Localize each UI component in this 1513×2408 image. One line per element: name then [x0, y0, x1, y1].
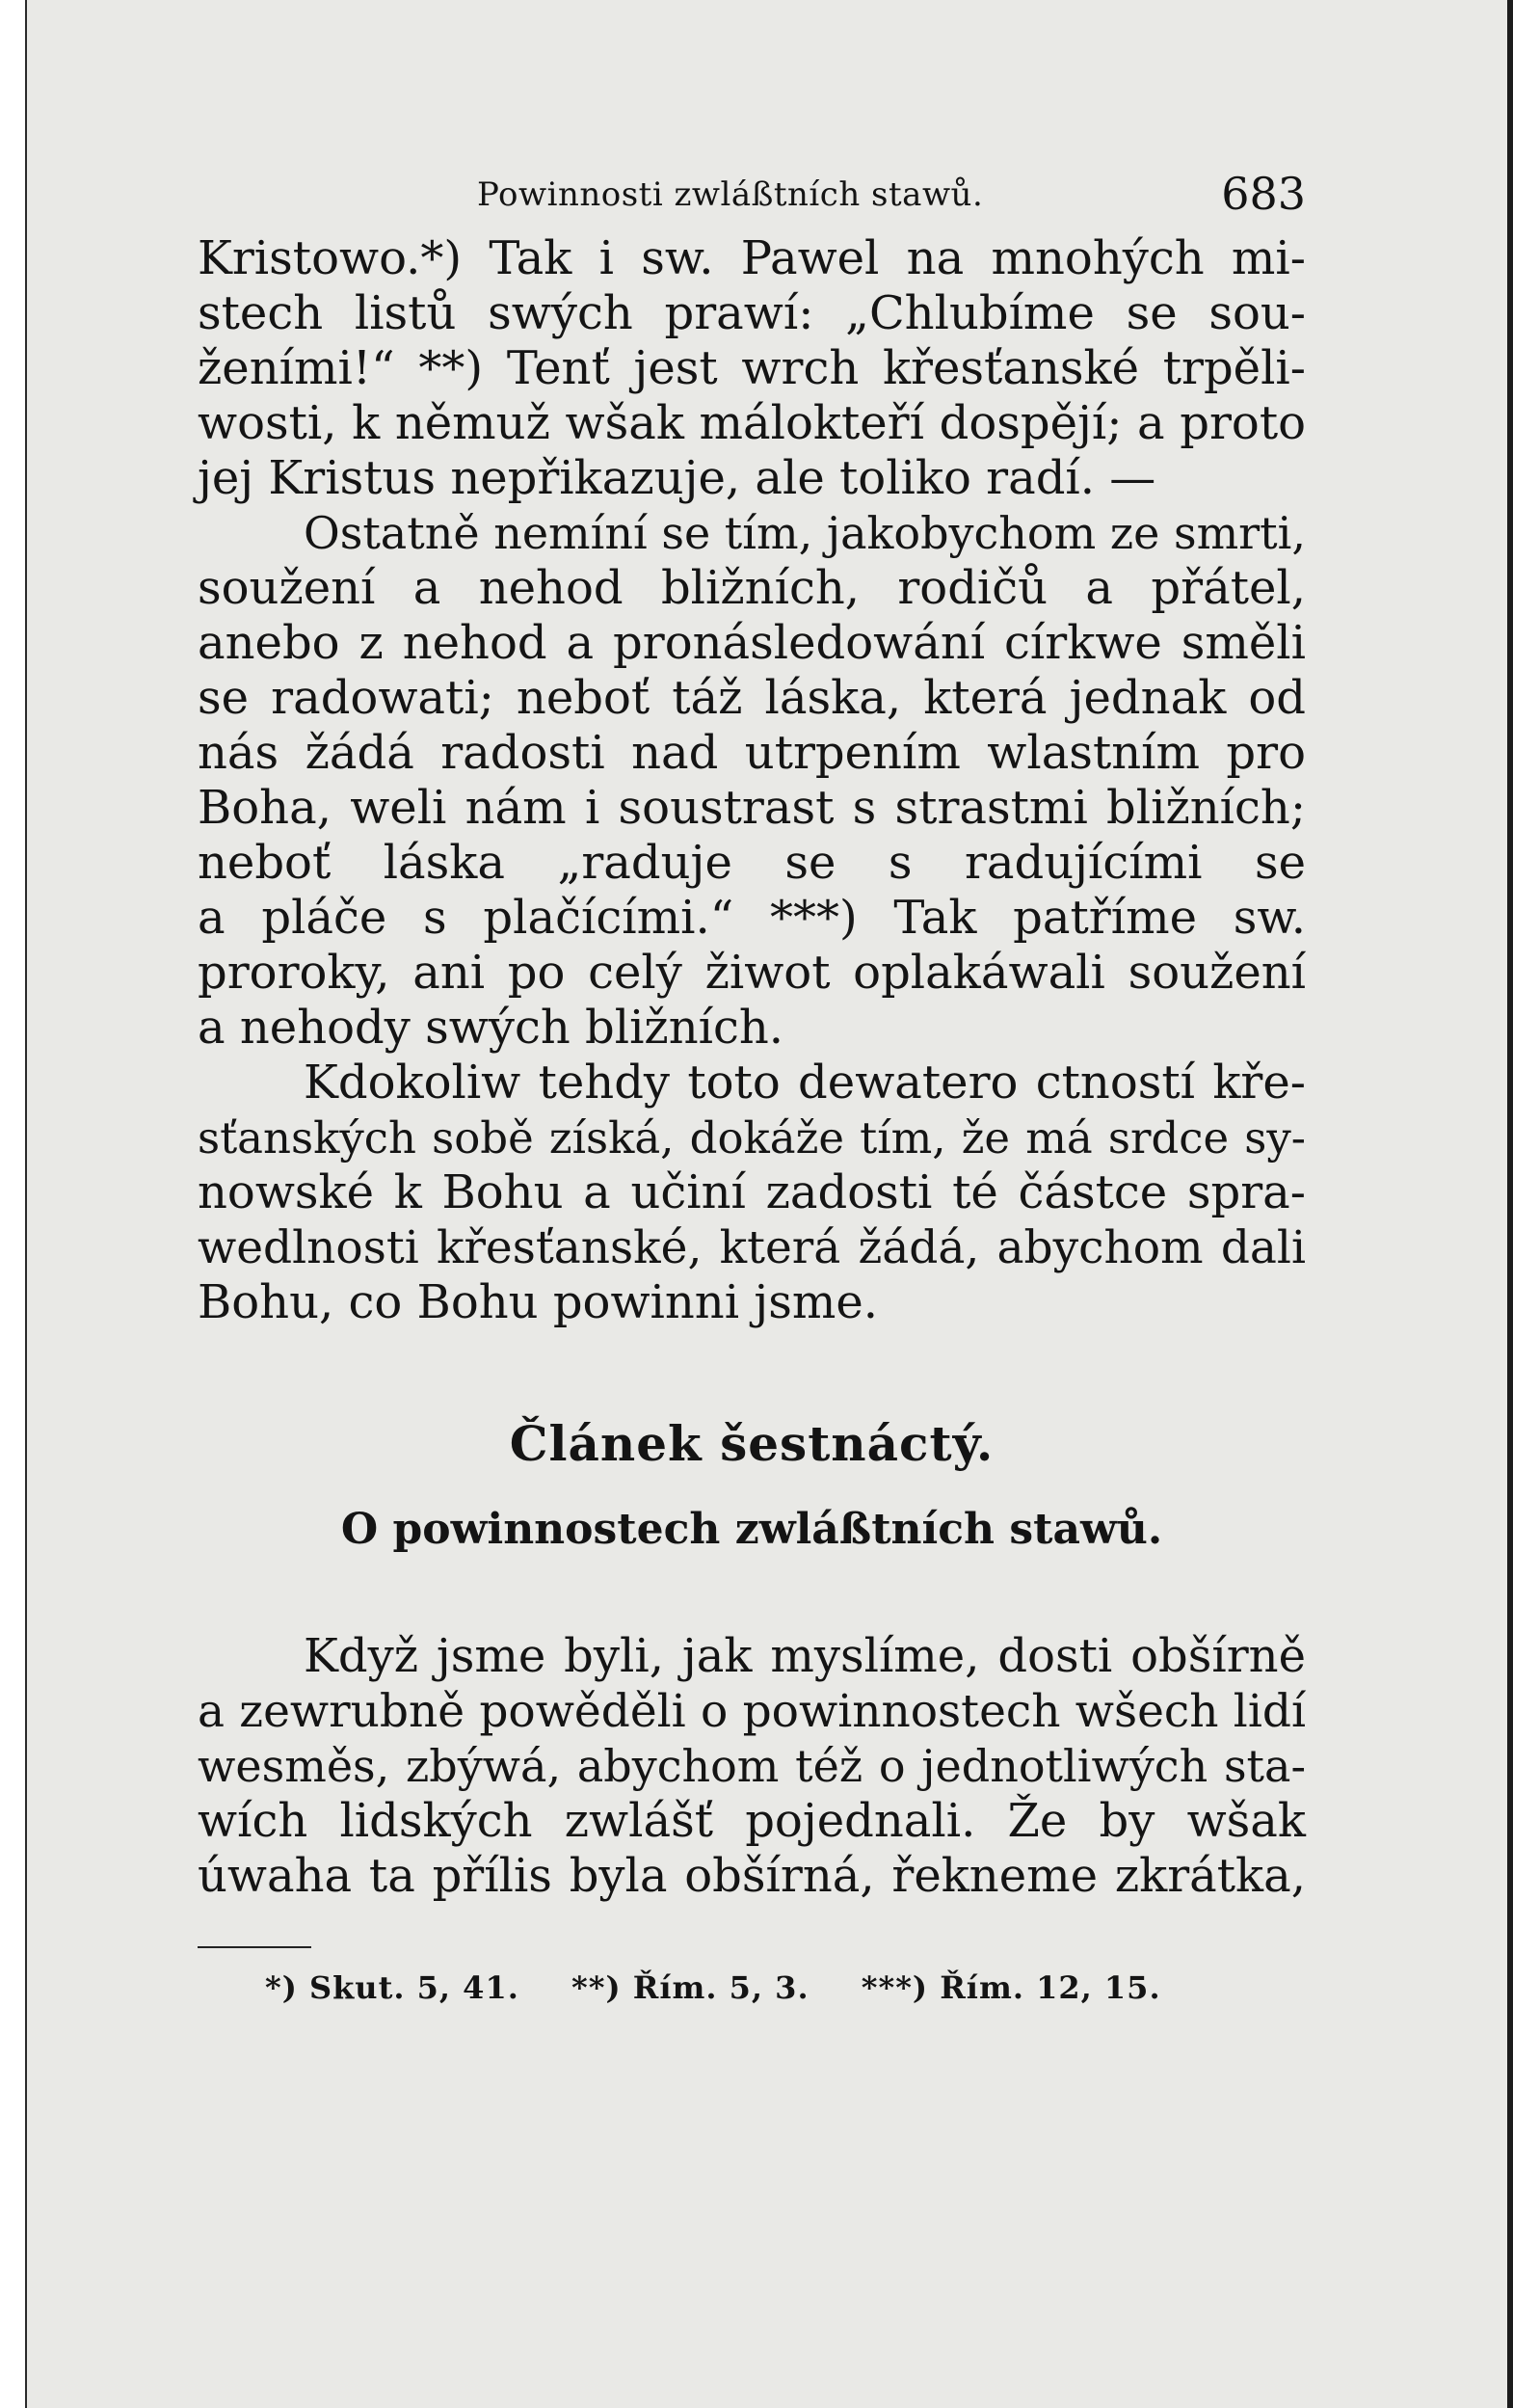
text-line: nás žádá radosti nad utrpením wlastním pro — [198, 726, 1306, 780]
text-line: proroky, ani po celý žiwot oplakáwali soužení — [198, 946, 1306, 1000]
text-line: wesměs, zbýwá, abychom též o jednotliwých sta- — [198, 1740, 1306, 1792]
article-heading: Článek šestnáctý. — [509, 1415, 995, 1472]
paragraph-2 — [198, 506, 1306, 1056]
text-line: stech listů swých prawí: „Chlubíme se sou- — [198, 286, 1306, 340]
text-line: nowské k Bohu a učiní zadosti té částce spra- — [198, 1165, 1306, 1219]
scan-edge-right — [1507, 0, 1513, 2408]
text-line: ženími!“ **) Tenť jest wrch křesťanské trpěli- — [198, 341, 1306, 395]
paragraph-4 — [198, 1629, 1306, 1904]
text-line: Když jsme byli, jak myslíme, dosti obšírně — [304, 1629, 1306, 1683]
article-subheading: O powinnostech zwláßtních stawů. — [340, 1505, 1163, 1554]
scan-edge-left — [0, 0, 27, 2408]
text-line: Ostatně nemíní se tím, jakobychom ze smrti, — [304, 507, 1306, 559]
paragraph-1 — [198, 231, 1306, 506]
book-page — [198, 164, 1306, 2006]
running-head — [198, 164, 1306, 231]
text-line: soužení a nehod bližních, rodičů a přátel, — [198, 561, 1306, 615]
text-line: Kristowo.*) Tak i sw. Pawel na mnohých mi- — [198, 231, 1306, 285]
text-line: a zewrubně powěděli o powinnostech wšech lidí — [198, 1685, 1306, 1738]
footnote-rule — [198, 1946, 311, 1948]
text-line: wosti, k němuž wšak málokteří dospějí; a proto — [198, 396, 1306, 450]
paragraph-3 — [198, 1056, 1306, 1330]
text-line: jej Kristus nepřikazuje, ale toliko radí. — — [198, 451, 1156, 505]
text-line: wích lidských zwlášť pojednali. Že by wšak — [198, 1794, 1306, 1848]
text-line: se radowati; neboť táž láska, která jednak od — [198, 671, 1306, 725]
page-number: 683 — [1221, 168, 1306, 220]
text-line: wedlnosti křesťanské, která žádá, abychom dali — [198, 1221, 1306, 1274]
footnote: ***) Řím. 12, 15. — [861, 1969, 1161, 2006]
footnote: *) Skut. 5, 41. — [265, 1969, 519, 2006]
text-line: sťanských sobě získá, dokáže tím, že má srdce sy- — [198, 1112, 1306, 1164]
text-line: anebo z nehod a pronásledowání církwe směli — [198, 616, 1306, 670]
text-line: Boha, weli nám i soustrast s strastmi bližních; — [198, 781, 1306, 835]
text-line: Bohu, co Bohu powinni jsme. — [198, 1275, 879, 1329]
footnote: **) Řím. 5, 3. — [571, 1969, 810, 2006]
footnotes — [198, 1969, 1306, 2006]
text-line: Kdokoliw tehdy toto dewatero ctností kře- — [304, 1056, 1306, 1110]
text-line: a pláče s plačícími.“ ***) Tak patříme sw. — [198, 891, 1306, 945]
text-line: neboť láska „raduje se s radujícími se — [198, 836, 1306, 890]
text-line: úwaha ta přílis byla obšírná, řekneme zkrátka, — [198, 1849, 1306, 1903]
text-line: a nehody swých bližních. — [198, 1001, 784, 1055]
running-title: Powinnosti zwláßtních stawů. — [477, 175, 984, 214]
